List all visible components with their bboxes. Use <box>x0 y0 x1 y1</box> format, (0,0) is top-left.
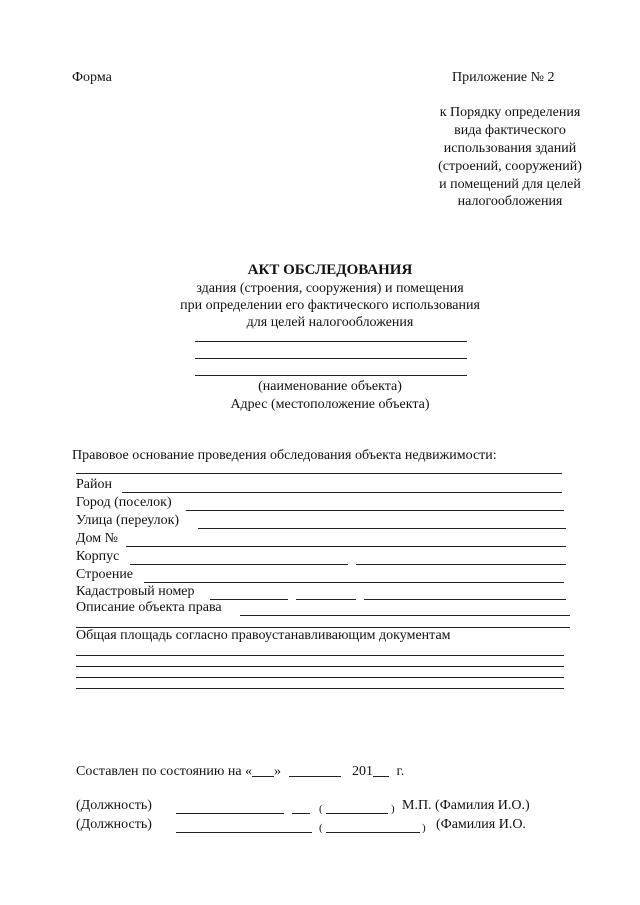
street-line <box>198 528 566 529</box>
area-line <box>76 688 564 689</box>
compiled-prefix: Составлен по состоянию на « <box>76 764 253 779</box>
compiled-year: 201 <box>352 764 374 779</box>
compiled-date-row <box>76 764 404 780</box>
cadastral-line-c <box>364 599 566 600</box>
appendix-line: к Порядку определения <box>439 105 581 120</box>
form-label: Форма <box>72 70 112 85</box>
object-name-line <box>195 375 467 376</box>
area-line <box>76 655 564 656</box>
area-line <box>76 666 564 667</box>
field-district: Район <box>76 477 112 492</box>
field-house: Дом № <box>76 531 118 546</box>
sign-close-paren: ) <box>391 803 395 815</box>
sign-name-line <box>326 813 388 814</box>
title-subline: здания (строения, сооружения) и помещения <box>196 281 464 296</box>
object-name-line <box>195 358 467 359</box>
sign-line-short <box>292 813 310 814</box>
sign-position: (Должность) <box>76 798 152 813</box>
sign-name-line <box>326 832 420 833</box>
title-subline: при определении его фактического использования <box>180 298 480 313</box>
object-name-caption: (наименование объекта) <box>258 379 402 394</box>
legal-basis-line <box>76 473 562 474</box>
field-street: Улица (переулок) <box>76 513 180 528</box>
area-line <box>76 677 564 678</box>
title-subline: для целей налогообложения <box>246 315 414 330</box>
document-title: АКТ ОБСЛЕДОВАНИЯ <box>247 262 413 278</box>
building-line-right <box>356 564 566 565</box>
field-structure: Строение <box>76 567 134 582</box>
city-line <box>186 510 564 511</box>
month-blank <box>289 776 341 777</box>
appendix-line: вида фактического <box>454 123 566 138</box>
sign-line <box>176 813 284 814</box>
field-cadastral: Кадастровый номер <box>76 584 195 599</box>
appendix-line: (строений, сооружений) <box>438 159 582 174</box>
appendix-line: и помещений для целей <box>439 177 581 192</box>
compiled-suffix: г. <box>396 764 405 779</box>
appendix-label: Приложение № 2 <box>452 70 555 85</box>
field-description: Описание объекта права <box>76 600 222 615</box>
sign-stamp: (Фамилия И.О. <box>436 817 526 832</box>
cadastral-line-b <box>296 599 356 600</box>
field-building: Корпус <box>76 549 120 564</box>
compiled-quote-close: » <box>274 764 282 779</box>
field-city: Город (поселок) <box>76 495 172 510</box>
day-blank <box>252 776 274 777</box>
address-caption: Адрес (местоположение объекта) <box>230 397 430 412</box>
sign-position: (Должность) <box>76 817 152 832</box>
total-area-label: Общая площадь согласно правоустанавливающим документам <box>76 628 451 643</box>
sign-open-paren: ( <box>319 822 323 834</box>
object-name-line <box>195 341 467 342</box>
description-line <box>240 615 570 616</box>
sign-open-paren: ( <box>319 803 323 815</box>
sign-stamp: М.П. (Фамилия И.О.) <box>402 798 530 813</box>
structure-line <box>144 582 564 583</box>
sign-line <box>176 832 312 833</box>
year-blank <box>373 776 389 777</box>
building-line-left <box>130 564 348 565</box>
legal-basis-label: Правовое основание проведения обследования объекта недвижимости: <box>72 448 497 463</box>
sign-close-paren: ) <box>422 822 426 834</box>
appendix-line: налогообложения <box>457 194 563 209</box>
house-line <box>126 546 566 547</box>
district-line <box>122 492 562 493</box>
appendix-line: использования зданий <box>443 141 577 156</box>
